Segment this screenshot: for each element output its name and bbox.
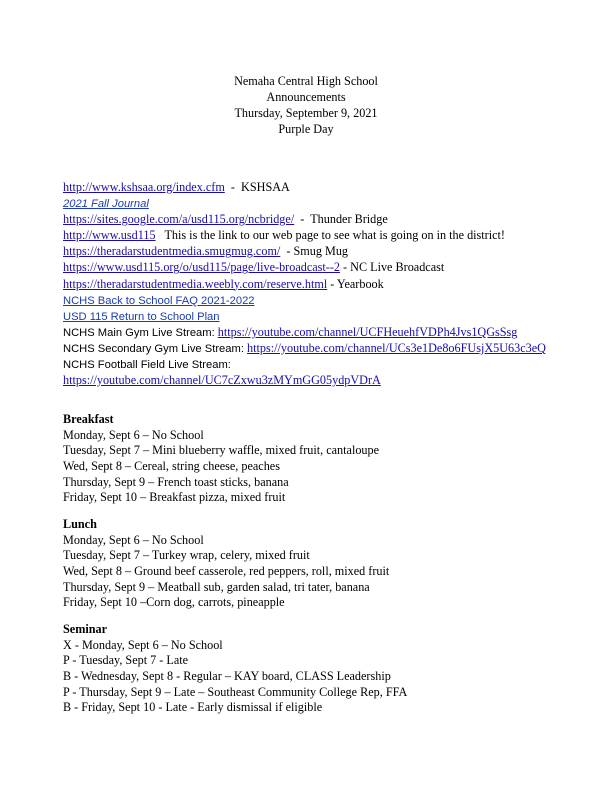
link-row-faq: [63, 292, 603, 308]
thunder-bridge-link[interactable]: https://sites.google.com/a/usd115.org/ncbridge/: [63, 212, 295, 227]
district-web-link[interactable]: http://www.usd115: [63, 228, 156, 243]
seminar-item: B - Wednesday, Sept 8 - Regular – KAY board, CLASS Leadership: [63, 669, 391, 684]
secondary-gym-stream-label: NCHS Secondary Gym Live Stream:: [63, 342, 248, 355]
seminar-title: Seminar: [63, 622, 108, 636]
smugmug-label: - Smug Mug: [280, 244, 349, 259]
seminar-item: P - Tuesday, Sept 7 - Late: [63, 653, 189, 668]
lunch-item: Thursday, Sept 9 – Meatball sub, garden salad, tri tater, banana: [63, 579, 370, 594]
school-name: Nemaha Central High School: [234, 74, 378, 88]
football-stream-link[interactable]: https://youtube.com/channel/UC7cZxwu3zMYmGG05ydpVDrA: [63, 373, 381, 388]
seminar-section: [63, 622, 603, 716]
color-day: Purple Day: [278, 122, 334, 136]
live-broadcast-label: - NC Live Broadcast: [340, 260, 445, 275]
football-stream-link-row: [63, 372, 603, 388]
football-stream-label: NCHS Football Field Live Stream:: [63, 359, 231, 372]
district-web-label: This is the link to our web page to see what is going on in the district!: [155, 228, 505, 243]
breakfast-item: Friday, Sept 10 – Breakfast pizza, mixed fruit: [63, 490, 286, 505]
breakfast-item: Monday, Sept 6 – No School: [63, 427, 204, 442]
seminar-item: B - Friday, Sept 10 - Late - Early dismissal if eligible: [63, 700, 323, 715]
lunch-section: [63, 517, 603, 611]
link-row-yearbook: [63, 276, 603, 292]
link-row-kshsaa: [63, 179, 603, 195]
lunch-item: Monday, Sept 6 – No School: [63, 532, 204, 547]
main-gym-stream-label: NCHS Main Gym Live Stream:: [63, 326, 218, 339]
announcement-date: Thursday, September 9, 2021: [234, 106, 378, 120]
lunch-item: Tuesday, Sept 7 – Turkey wrap, celery, mixed fruit: [63, 548, 310, 563]
link-row-return-plan: [63, 308, 603, 324]
return-to-school-plan-link[interactable]: USD 115 Return to School Plan: [63, 310, 220, 323]
page-heading: Announcements: [266, 90, 346, 104]
breakfast-item: Thursday, Sept 9 – French toast sticks, banana: [63, 474, 289, 489]
thunder-bridge-label: - Thunder Bridge: [294, 212, 388, 227]
lunch-title: Lunch: [63, 517, 97, 531]
announcement-header: [0, 73, 612, 137]
lunch-item: Friday, Sept 10 –Corn dog, carrots, pineapple: [63, 595, 285, 610]
kshsaa-link[interactable]: http://www.kshsaa.org/index.cfm: [63, 180, 225, 194]
links-list: [63, 179, 603, 388]
main-gym-stream-link[interactable]: https://youtube.com/channel/UCFHeuehfVDPh4Jvs1QGsSsg: [217, 324, 518, 339]
breakfast-title: Breakfast: [63, 412, 114, 426]
seminar-item: X - Monday, Sept 6 – No School: [63, 637, 223, 652]
yearbook-link[interactable]: https://theradarstudentmedia.weebly.com/reserve.html: [63, 276, 328, 291]
breakfast-item: Tuesday, Sept 7 – Mini blueberry waffle, mixed fruit, cantaloupe: [63, 443, 380, 458]
secondary-gym-stream-row: [63, 340, 603, 356]
breakfast-section: [63, 412, 603, 506]
fall-journal-link[interactable]: 2021 Fall Journal: [63, 198, 149, 211]
link-row-live-broadcast: [63, 259, 603, 275]
seminar-item: P - Thursday, Sept 9 – Late – Southeast Community College Rep, FFA: [63, 684, 408, 699]
kshsaa-label: - KSHSAA: [224, 180, 290, 194]
back-to-school-faq-link[interactable]: NCHS Back to School FAQ 2021-2022: [63, 294, 255, 307]
football-stream-row: [63, 356, 603, 372]
yearbook-label: - Yearbook: [327, 276, 384, 291]
smugmug-link[interactable]: https://theradarstudentmedia.smugmug.com/: [63, 244, 281, 259]
breakfast-item: Wed, Sept 8 – Cereal, string cheese, peaches: [63, 459, 280, 474]
secondary-gym-stream-link[interactable]: https://youtube.com/channel/UCs3e1De8o6FUsjX5U63c3eQ: [247, 340, 546, 355]
lunch-item: Wed, Sept 8 – Ground beef casserole, red peppers, roll, mixed fruit: [63, 564, 390, 579]
link-row-thunder-bridge: [63, 211, 603, 227]
main-gym-stream-row: [63, 324, 603, 340]
link-row-fall-journal: [63, 195, 603, 211]
link-row-smugmug: [63, 243, 603, 259]
live-broadcast-link[interactable]: https://www.usd115.org/o/usd115/page/live-broadcast--2: [63, 260, 340, 275]
link-row-district: [63, 227, 603, 243]
